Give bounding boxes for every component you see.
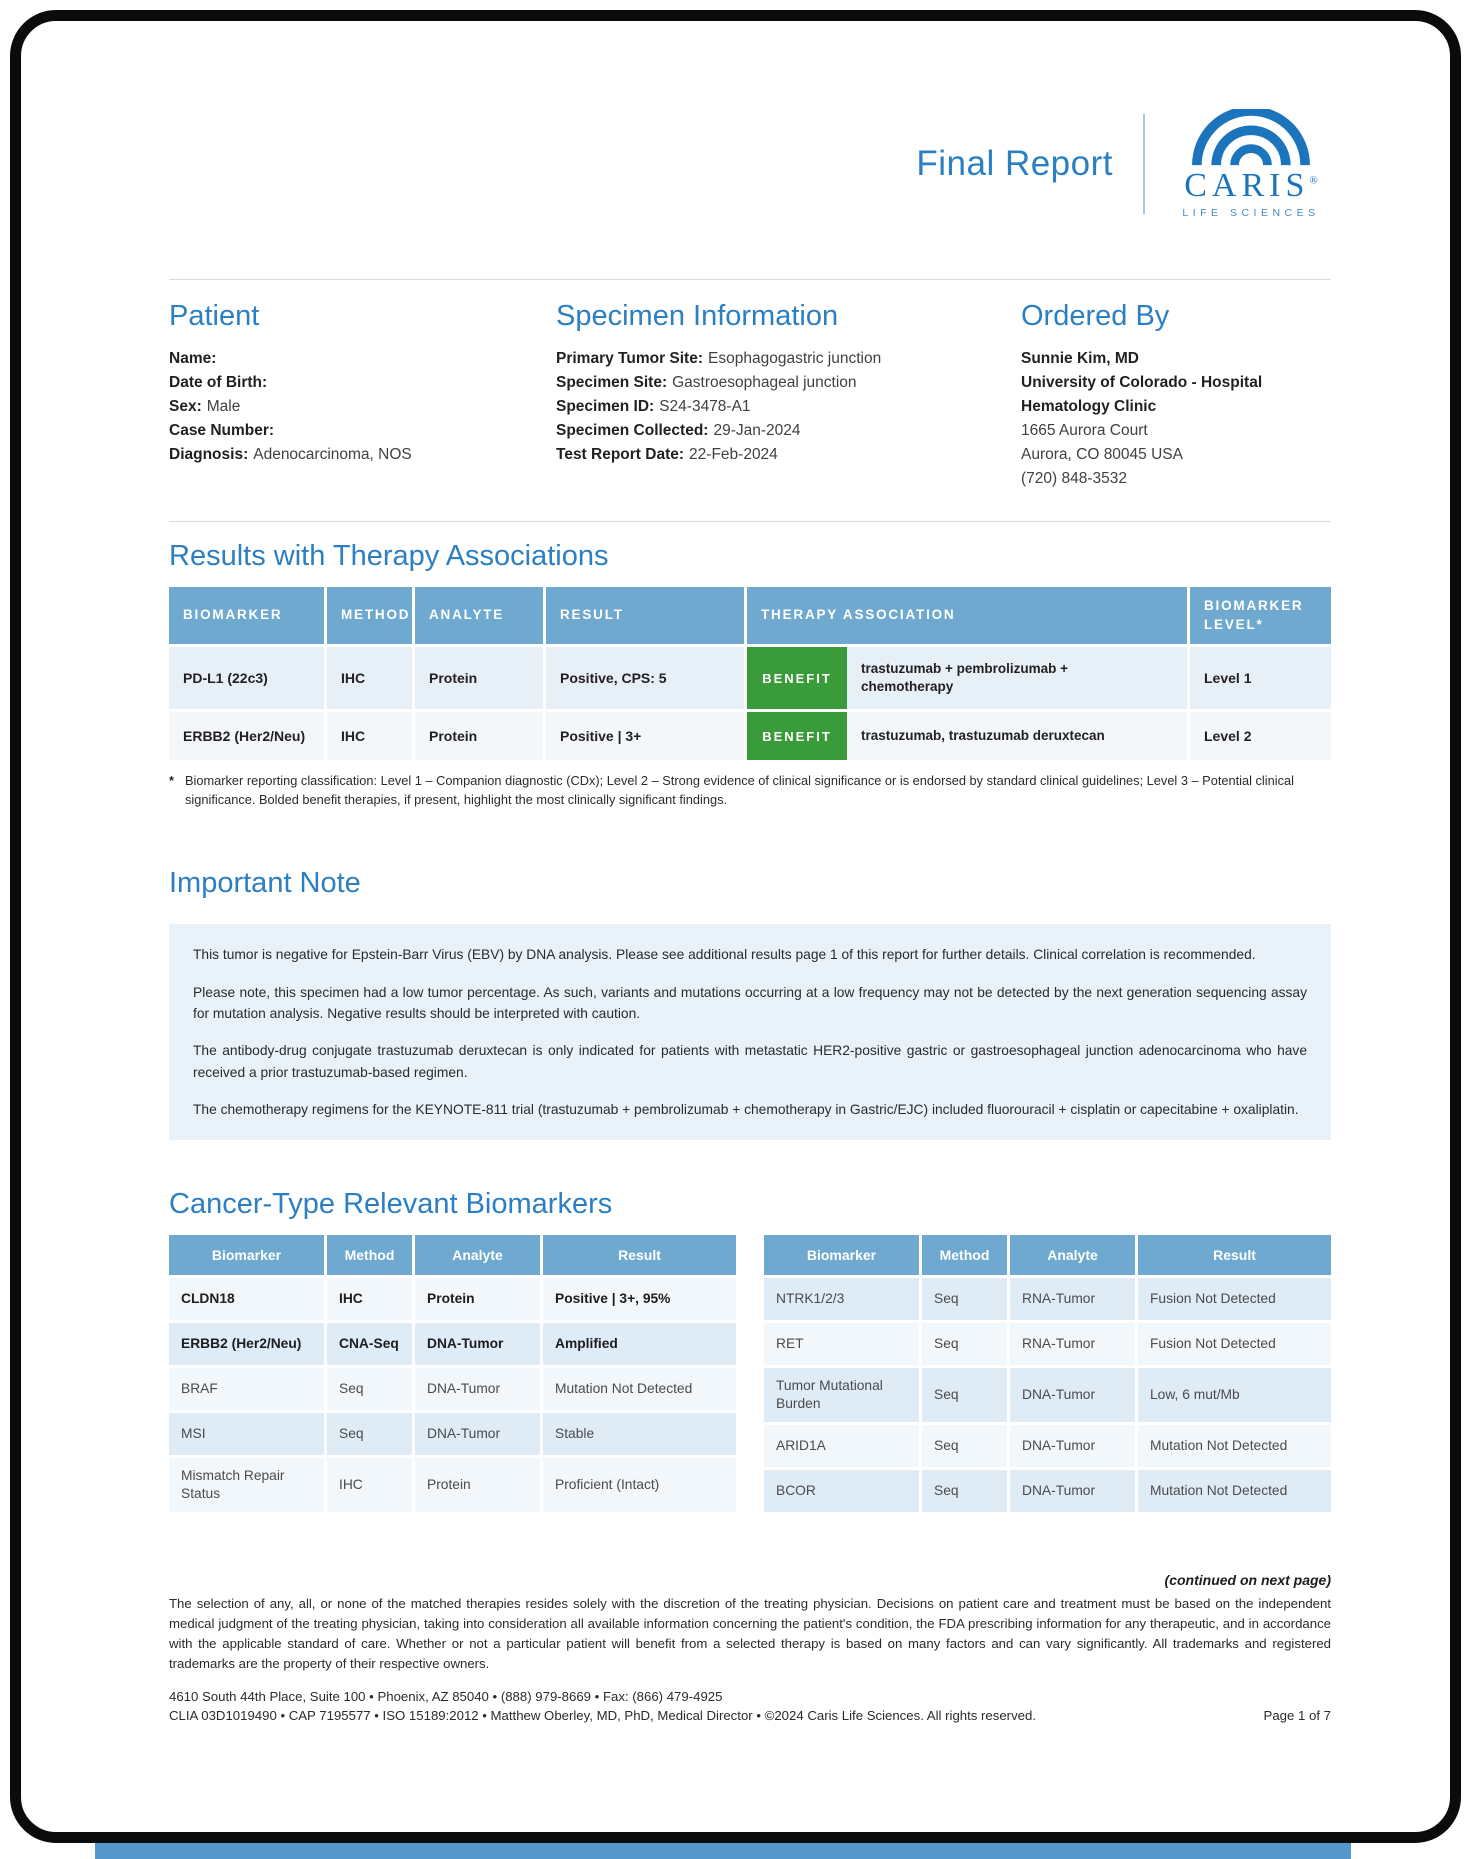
cell-method: IHC	[327, 1458, 412, 1512]
cell-method: Seq	[327, 1413, 412, 1455]
important-note-title: Important Note	[169, 867, 361, 900]
cell-method: Seq	[327, 1368, 412, 1410]
therapy-results-table	[169, 587, 1331, 760]
continued-note: (continued on next page)	[1164, 1572, 1331, 1589]
patient-title: Patient	[169, 300, 260, 332]
biomarker-table-left	[169, 1235, 736, 1512]
field-value: 29-Jan-2024	[713, 422, 801, 440]
report-page	[10, 10, 1461, 1843]
important-note-box	[169, 924, 1331, 1140]
caris-logo	[1171, 109, 1331, 219]
patient-sex-field	[169, 395, 556, 419]
cell-analyte: RNA-Tumor	[1010, 1278, 1135, 1320]
note-paragraph: The antibody-drug conjugate trastuzumab deruxtecan is only indicated for patients with metastatic HER2-positive gastric or gastroesophageal junction adenocarcinoma who have received a prior trastuzumab-based regimen.	[193, 1043, 1307, 1080]
field-value: Adenocarcinoma, NOS	[253, 446, 412, 464]
cell-analyte: Protein	[415, 712, 543, 760]
cell-result: Mutation Not Detected	[1138, 1425, 1331, 1467]
column-header-analyte: ANALYTE	[415, 587, 543, 644]
table-row	[169, 1323, 736, 1365]
column-header-biomarker: Biomarker	[764, 1235, 919, 1275]
cell-analyte: DNA-Tumor	[1010, 1470, 1135, 1512]
patient-diagnosis-field	[169, 443, 556, 467]
cell-biomarker: BCOR	[764, 1470, 919, 1512]
header-divider	[1143, 114, 1145, 214]
physician-name: Sunnie Kim, MD	[1021, 350, 1139, 367]
cell-biomarker: CLDN18	[169, 1278, 324, 1320]
field-label: Specimen ID:	[556, 398, 655, 416]
cell-therapy-association	[747, 712, 1187, 760]
table-row	[169, 712, 1331, 760]
column-header-method: Method	[922, 1235, 1007, 1275]
cell-analyte: DNA-Tumor	[415, 1368, 540, 1410]
divider-mid	[169, 521, 1331, 522]
column-header-biomarker: BIOMARKER	[169, 587, 324, 644]
cell-result: Low, 6 mut/Mb	[1138, 1368, 1331, 1422]
field-label: Test Report Date:	[556, 446, 685, 464]
table-row	[764, 1323, 1331, 1365]
table-row	[169, 1458, 736, 1512]
cell-biomarker: MSI	[169, 1413, 324, 1455]
column-header-result: RESULT	[546, 587, 744, 644]
patient-case-number-field	[169, 419, 556, 443]
table-row	[169, 1413, 736, 1455]
phone-line: (720) 848-3532	[1021, 470, 1127, 488]
column-header-biomarker-level: BIOMARKER LEVEL*	[1190, 587, 1331, 644]
cell-analyte: Protein	[415, 1458, 540, 1512]
cell-result: Stable	[543, 1413, 736, 1455]
field-value: Male	[206, 398, 241, 416]
cell-biomarker: NTRK1/2/3	[764, 1278, 919, 1320]
cell-result: Amplified	[543, 1323, 736, 1365]
caris-arcs-icon	[1176, 109, 1326, 167]
specimen-section	[556, 300, 1021, 491]
specimen-id-field	[556, 395, 1021, 419]
divider-top	[169, 279, 1331, 280]
table-header-row	[169, 1235, 736, 1275]
column-header-analyte: Analyte	[415, 1235, 540, 1275]
biomarker-level-footnote	[169, 772, 1331, 809]
credentials-row	[169, 1708, 1331, 1723]
cell-result: Positive | 3+	[546, 712, 744, 760]
cell-biomarker: RET	[764, 1323, 919, 1365]
primary-tumor-site-field	[556, 347, 1021, 371]
cell-method: Seq	[922, 1323, 1007, 1365]
cell-biomarker: PD-L1 (22c3)	[169, 647, 324, 709]
test-report-date-field	[556, 443, 1021, 467]
cell-result: Mutation Not Detected	[1138, 1470, 1331, 1512]
specimen-site-field	[556, 371, 1021, 395]
field-value: Gastroesophageal junction	[672, 374, 857, 392]
cell-method: IHC	[327, 1278, 412, 1320]
cell-result: Fusion Not Detected	[1138, 1323, 1331, 1365]
cell-result: Proficient (Intact)	[543, 1458, 736, 1512]
column-header-therapy-association: THERAPY ASSOCIATION	[747, 587, 1187, 644]
cell-biomarker: Tumor Mutational Burden	[764, 1368, 919, 1422]
cell-analyte: DNA-Tumor	[1010, 1425, 1135, 1467]
cell-therapy-association	[747, 647, 1187, 709]
therapy-text: trastuzumab + pembrolizumab + chemotherapy	[861, 660, 1069, 695]
cell-method: CNA-Seq	[327, 1323, 412, 1365]
report-header	[169, 109, 1331, 219]
cell-biomarker: ARID1A	[764, 1425, 919, 1467]
note-paragraph: This tumor is negative for Epstein-Barr Virus (EBV) by DNA analysis. Please see additional results page 1 of this report for further details. Clinical correlation is recommended.	[193, 947, 1256, 963]
logo-brand	[1184, 169, 1318, 203]
cell-analyte: DNA-Tumor	[415, 1413, 540, 1455]
table-row	[764, 1425, 1331, 1467]
biomarker-tables	[169, 1235, 1331, 1512]
column-header-result: Result	[543, 1235, 736, 1275]
field-label: Case Number:	[169, 422, 275, 440]
cell-result: Fusion Not Detected	[1138, 1278, 1331, 1320]
institution-line: University of Colorado - Hospital	[1021, 374, 1263, 392]
table-header-row	[764, 1235, 1331, 1275]
report-content	[169, 21, 1331, 1723]
lab-address: 4610 South 44th Place, Suite 100 • Phoenix, AZ 85040 • (888) 979-8669 • Fax: (866) 479-4925	[169, 1689, 723, 1705]
benefit-badge: BENEFIT	[747, 647, 847, 709]
field-value: 22-Feb-2024	[689, 446, 778, 464]
column-header-method: Method	[327, 1235, 412, 1275]
logo-brand-text: CARIS	[1184, 167, 1310, 204]
column-header-result: Result	[1138, 1235, 1331, 1275]
cell-analyte: Protein	[415, 647, 543, 709]
cell-biomarker-level: Level 1	[1190, 647, 1331, 709]
cell-analyte: DNA-Tumor	[415, 1323, 540, 1365]
report-type-title: Final Report	[916, 144, 1113, 183]
table-row	[764, 1368, 1331, 1422]
cell-method: Seq	[922, 1425, 1007, 1467]
cell-result: Positive, CPS: 5	[546, 647, 744, 709]
cell-method: Seq	[922, 1470, 1007, 1512]
cell-method: IHC	[327, 712, 412, 760]
column-header-biomarker: Biomarker	[169, 1235, 324, 1275]
specimen-title: Specimen Information	[556, 300, 839, 332]
therapy-text: trastuzumab, trastuzumab deruxtecan	[861, 727, 1105, 743]
field-label: Name:	[169, 350, 217, 367]
cell-biomarker: Mismatch Repair Status	[169, 1458, 324, 1512]
field-label: Diagnosis:	[169, 446, 249, 464]
note-paragraph: Please note, this specimen had a low tumor percentage. As such, variants and mutations occurring at a low frequency may not be detected by the next generation sequencing assay for mutation analysis. Negative results should be interpreted with caution.	[193, 984, 1307, 1021]
cell-analyte: RNA-Tumor	[1010, 1323, 1135, 1365]
field-value: Esophagogastric junction	[708, 350, 882, 367]
note-paragraph: The chemotherapy regimens for the KEYNOTE-811 trial (trastuzumab + pembrolizumab + chemotherapy in Gastric/EJC) included fluorouracil + cisplatin or capecitabine + oxaliplatin.	[193, 1102, 1299, 1118]
biomarker-table-right	[764, 1235, 1331, 1512]
patient-dob-field	[169, 371, 556, 395]
cell-result: Mutation Not Detected	[543, 1368, 736, 1410]
clinic-line: Hematology Clinic	[1021, 398, 1157, 416]
footnote-text: Biomarker reporting classification: Level 1 – Companion diagnostic (CDx); Level 2 – Strong evidence of clinical significance or is endorsed by standard clinical guidelines; Level 3 – Potential clinical significance. Bolded benefit therapies, if present, highlight the most clinically significant findings.	[185, 773, 1294, 807]
table-row	[764, 1470, 1331, 1512]
logo-tagline: LIFE SCIENCES	[1182, 207, 1320, 219]
field-value: S24-3478-A1	[659, 398, 751, 416]
cell-analyte: DNA-Tumor	[1010, 1368, 1135, 1422]
table-row	[169, 647, 1331, 709]
field-label: Sex:	[169, 398, 202, 416]
cell-analyte: Protein	[415, 1278, 540, 1320]
cell-biomarker: BRAF	[169, 1368, 324, 1410]
legal-disclaimer: The selection of any, all, or none of the matched therapies resides solely with the discretion of the treating physician. Decisions on patient care and treatment must be based on the independent medical judgment of the treating physician, taking into consideration all available information concerning the patient's condition, the FDA prescribing information for any therapeutic, and in accordance with the applicable standard of care. Whether or not a particular patient will benefit from a selected therapy is based on many factors and can vary significantly. All trademarks and registered trademarks are the property of their respective owners.	[169, 1596, 1331, 1671]
info-columns	[169, 300, 1331, 491]
patient-section	[169, 300, 556, 491]
field-label: Specimen Site:	[556, 374, 668, 392]
ordered-by-title: Ordered By	[1021, 300, 1170, 332]
page-number: Page 1 of 7	[1263, 1708, 1331, 1724]
therapy-results-title: Results with Therapy Associations	[169, 540, 609, 573]
cell-method: Seq	[922, 1278, 1007, 1320]
column-header-analyte: Analyte	[1010, 1235, 1135, 1275]
cell-method: Seq	[922, 1368, 1007, 1422]
city-line: Aurora, CO 80045 USA	[1021, 446, 1183, 464]
table-row	[169, 1368, 736, 1410]
field-label: Date of Birth:	[169, 374, 268, 392]
footnote-marker: *	[169, 773, 174, 789]
table-row	[764, 1278, 1331, 1320]
field-label: Primary Tumor Site:	[556, 350, 704, 367]
next-page-edge	[95, 1843, 1351, 1859]
cell-biomarker-level: Level 2	[1190, 712, 1331, 760]
table-row	[169, 1278, 736, 1320]
biomarkers-title: Cancer-Type Relevant Biomarkers	[169, 1188, 613, 1221]
field-label: Specimen Collected:	[556, 422, 709, 440]
benefit-badge: BENEFIT	[747, 712, 847, 760]
cell-biomarker: ERBB2 (Her2/Neu)	[169, 712, 324, 760]
specimen-collected-field	[556, 419, 1021, 443]
cell-method: IHC	[327, 647, 412, 709]
lab-credentials: CLIA 03D1019490 • CAP 7195577 • ISO 15189:2012 • Matthew Oberley, MD, PhD, Medical Director • ©2024 Caris Life Sciences. All rights reserved.	[169, 1708, 1037, 1724]
cell-biomarker: ERBB2 (Her2/Neu)	[169, 1323, 324, 1365]
ordered-by-section	[1021, 300, 1331, 491]
cell-result: Positive | 3+, 95%	[543, 1278, 736, 1320]
registered-mark: ®	[1309, 174, 1318, 187]
table-header-row	[169, 587, 1331, 644]
column-header-method: METHOD	[327, 587, 412, 644]
patient-name-field	[169, 347, 556, 371]
address-line: 1665 Aurora Court	[1021, 422, 1148, 440]
